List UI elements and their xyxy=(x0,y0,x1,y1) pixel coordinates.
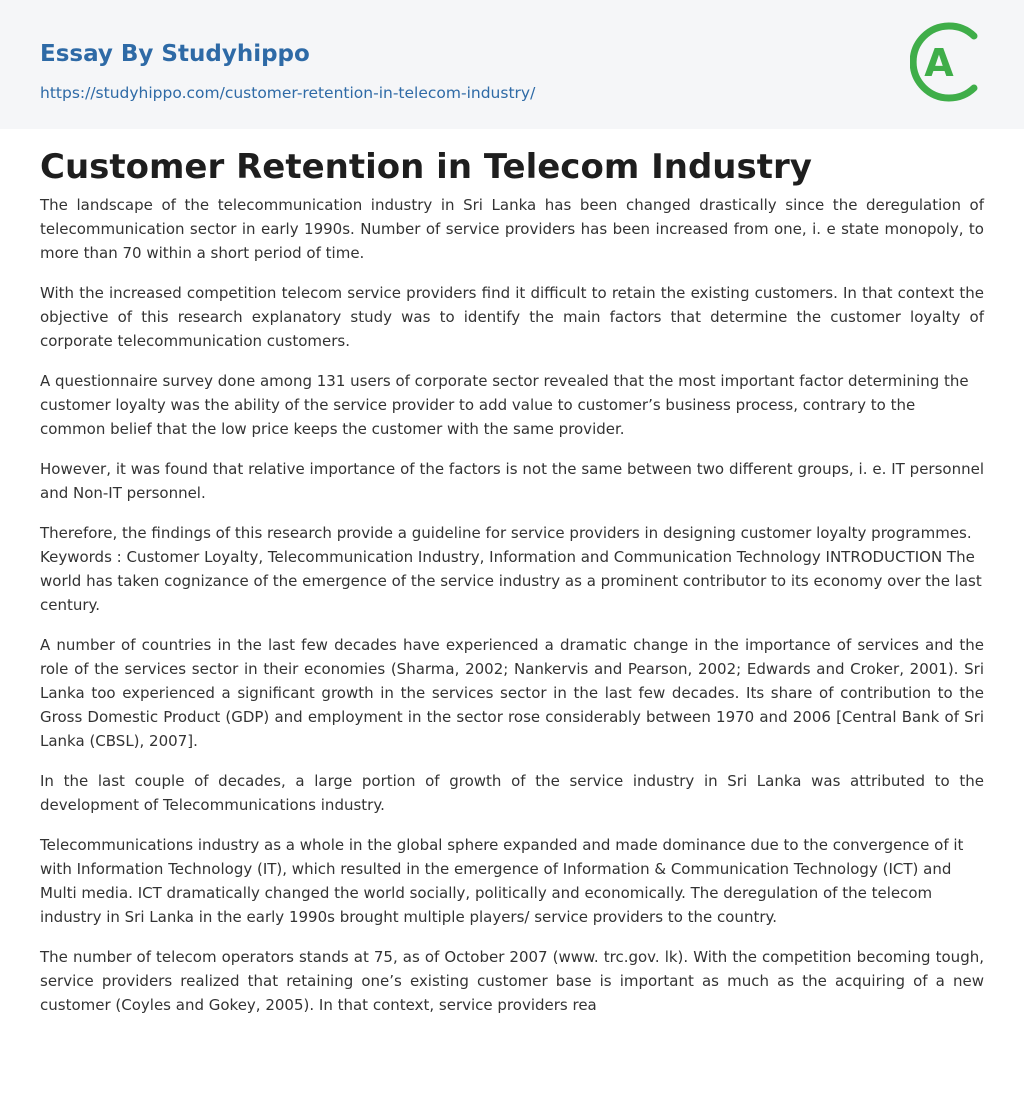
paragraph: However, it was found that relative importance of the factors is not the same between two different groups, i. e. IT personnel and Non-IT personnel. xyxy=(40,460,984,502)
paragraph: With the increased competition telecom service providers find it difficult to retain the existing customers. In that context the objective of this research explanatory study was to identify the main factors that determine the customer loyalty of corporate telecommunication customers. xyxy=(40,284,984,350)
paragraph: Therefore, the findings of this research provide a guideline for service providers in designing customer loyalty programmes. Keywords : Customer Loyalty, Telecommunication Industry, Information and Communication Technology INTRODUCTION The world has taken cognizance of the emergence of the service industry as a prominent contributor to its economy over the last century. xyxy=(40,524,982,614)
paragraph: In the last couple of decades, a large portion of growth of the service industry in Sri Lanka was attributed to the development of Telecommunications industry. xyxy=(40,772,984,814)
paragraph: A number of countries in the last few decades have experienced a dramatic change in the importance of services and the role of the services sector in their economies (Sharma, 2002; Nankervis and Pearson, 2002; Edwards and Croker, 2001). Sri Lanka too experienced a significant growth in the services sector in the last few decades. Its share of contribution to the Gross Domestic Product (GDP) and employment in the sector rose considerably between 1970 and 2006 [Central Bank of Sri Lanka (CBSL), 2007]. xyxy=(40,636,984,750)
paragraph: The landscape of the telecommunication industry in Sri Lanka has been changed drastically since the deregulation of telecommunication sector in early 1990s. Number of service providers has been increased from one, i. e state monopoly, to more than 70 within a short period of time. xyxy=(40,196,984,262)
source-url-link[interactable]: https://studyhippo.com/customer-retention-in-telecom-industry/ xyxy=(40,84,536,102)
paragraph: Telecommunications industry as a whole in the global sphere expanded and made dominance due to the convergence of it with Information Technology (IT), which resulted in the emergence of Information & Communication Technology (ICT) and Multi media. ICT dramatically changed the world socially, politically and economically. The deregulation of the telecom industry in Sri Lanka in the early 1990s brought multiple players/ service providers to the country. xyxy=(40,836,964,926)
logo-letter: A xyxy=(924,41,954,85)
paragraph: A questionnaire survey done among 131 users of corporate sector revealed that the most important factor determining the customer loyalty was the ability of the service provider to add value to customer’s business process, contrary to the common belief that the low price keeps the customer with the same provider. xyxy=(40,372,969,438)
page-title: Customer Retention in Telecom Industry xyxy=(40,147,812,187)
site-header xyxy=(0,0,1024,129)
brand-title[interactable]: Essay By Studyhippo xyxy=(40,41,310,67)
studyhippo-logo-icon[interactable] xyxy=(910,18,988,106)
paragraph: The number of telecom operators stands at 75, as of October 2007 (www. trc.gov. lk). With the competition becoming tough, service providers realized that retaining one’s existing customer base is important as much as the acquiring of a new customer (Coyles and Gokey, 2005). In that context, service providers rea xyxy=(40,948,984,1014)
article-body xyxy=(40,193,984,1017)
